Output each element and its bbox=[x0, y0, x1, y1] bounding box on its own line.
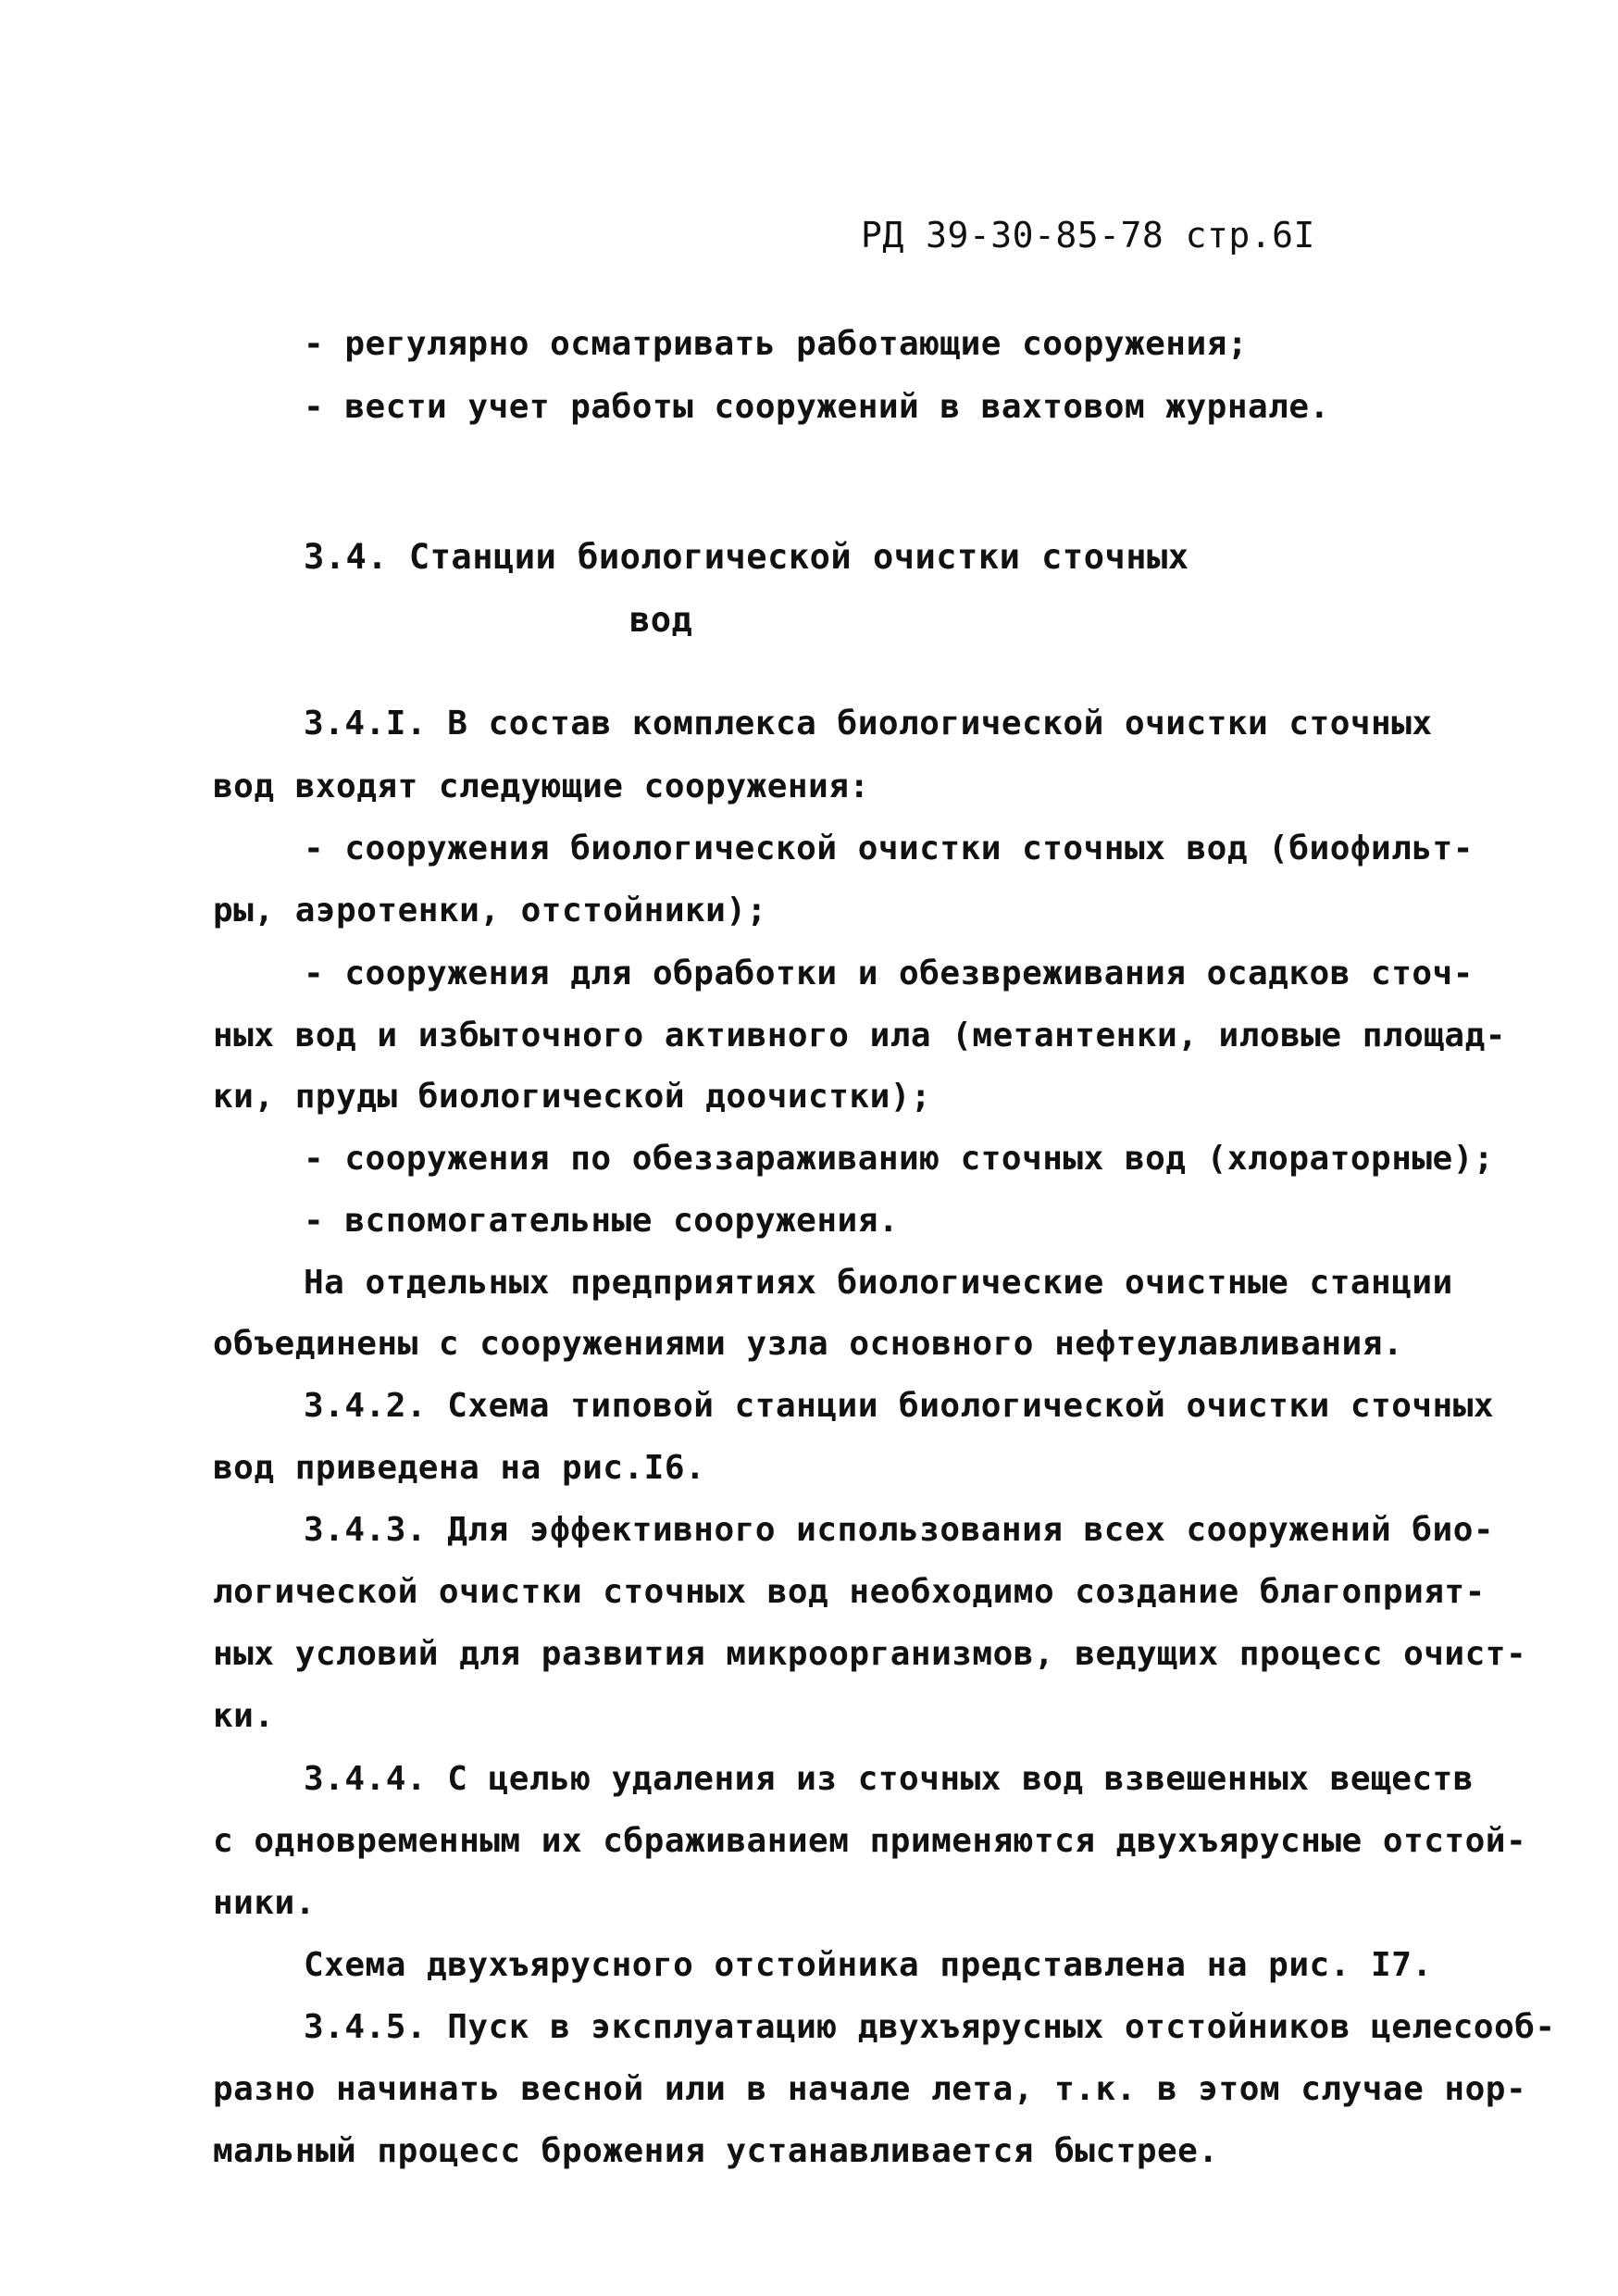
paragraph-line: Схема двухъярусного отстойника представлена на рис. I7. bbox=[304, 1946, 1433, 1984]
list-item-continued: ки, пруды биологической доочистки); bbox=[213, 1078, 932, 1116]
list-item-continued: ных вод и избыточного активного ила (метантенки, иловые площад- bbox=[213, 1017, 1506, 1054]
section-title: 3.4. Станции биологической очистки сточных bbox=[304, 537, 1189, 577]
paragraph-line: На отдельных предприятиях биологические очистные станции bbox=[304, 1264, 1453, 1302]
paragraph-line: объединены с сооружениями узла основного нефтеулавливания. bbox=[213, 1325, 1404, 1363]
paragraph-line: логической очистки сточных вод необходимо создание благоприят- bbox=[213, 1573, 1486, 1611]
section-title-continued: вод bbox=[629, 600, 693, 640]
paragraph-line: 3.4.4. С целью удаления из сточных вод взвешенных веществ bbox=[304, 1760, 1474, 1798]
paragraph-line: ки. bbox=[213, 1697, 275, 1735]
paragraph-line: вод входят следующие сооружения: bbox=[213, 767, 870, 805]
list-item: - сооружения для обработки и обезвреживания осадков сточ- bbox=[304, 955, 1474, 992]
list-item: - регулярно осматривать работающие сооружения; bbox=[304, 325, 1248, 363]
paragraph-line: ных условий для развития микроорганизмов, ведущих процесс очист- bbox=[213, 1635, 1527, 1673]
list-item: - сооружения биологической очистки сточных вод (биофильт- bbox=[304, 830, 1474, 867]
paragraph-line: с одновременным их сбраживанием применяются двухъярусные отстой- bbox=[213, 1822, 1527, 1860]
list-item: - сооружения по обеззараживанию сточных вод (хлораторные); bbox=[304, 1140, 1495, 1178]
paragraph-line: 3.4.2. Схема типовой станции биологической очистки сточных bbox=[304, 1387, 1495, 1425]
paragraph-line: 3.4.5. Пуск в эксплуатацию двухъярусных отстойников целесооб- bbox=[304, 2008, 1556, 2046]
paragraph-line: вод приведена на рис.I6. bbox=[213, 1449, 706, 1487]
list-item: - вести учет работы сооружений в вахтовом журнале. bbox=[304, 388, 1330, 426]
paragraph-line: мальный процесс брожения устанавливается быстрее. bbox=[213, 2132, 1219, 2170]
paragraph-line: 3.4.I. В состав комплекса биологической очистки сточных bbox=[304, 705, 1433, 742]
paragraph-line: ники. bbox=[213, 1884, 316, 1922]
page-header: РД 39-30-85-78 стр.6I bbox=[861, 215, 1315, 256]
paragraph-line: 3.4.3. Для эффективного использования всех сооружений био- bbox=[304, 1511, 1495, 1549]
list-item: - вспомогательные сооружения. bbox=[304, 1202, 900, 1240]
list-item-continued: ры, аэротенки, отстойники); bbox=[213, 892, 767, 930]
paragraph-line: разно начинать весной или в начале лета, т.к. в этом случае нор- bbox=[213, 2070, 1527, 2108]
